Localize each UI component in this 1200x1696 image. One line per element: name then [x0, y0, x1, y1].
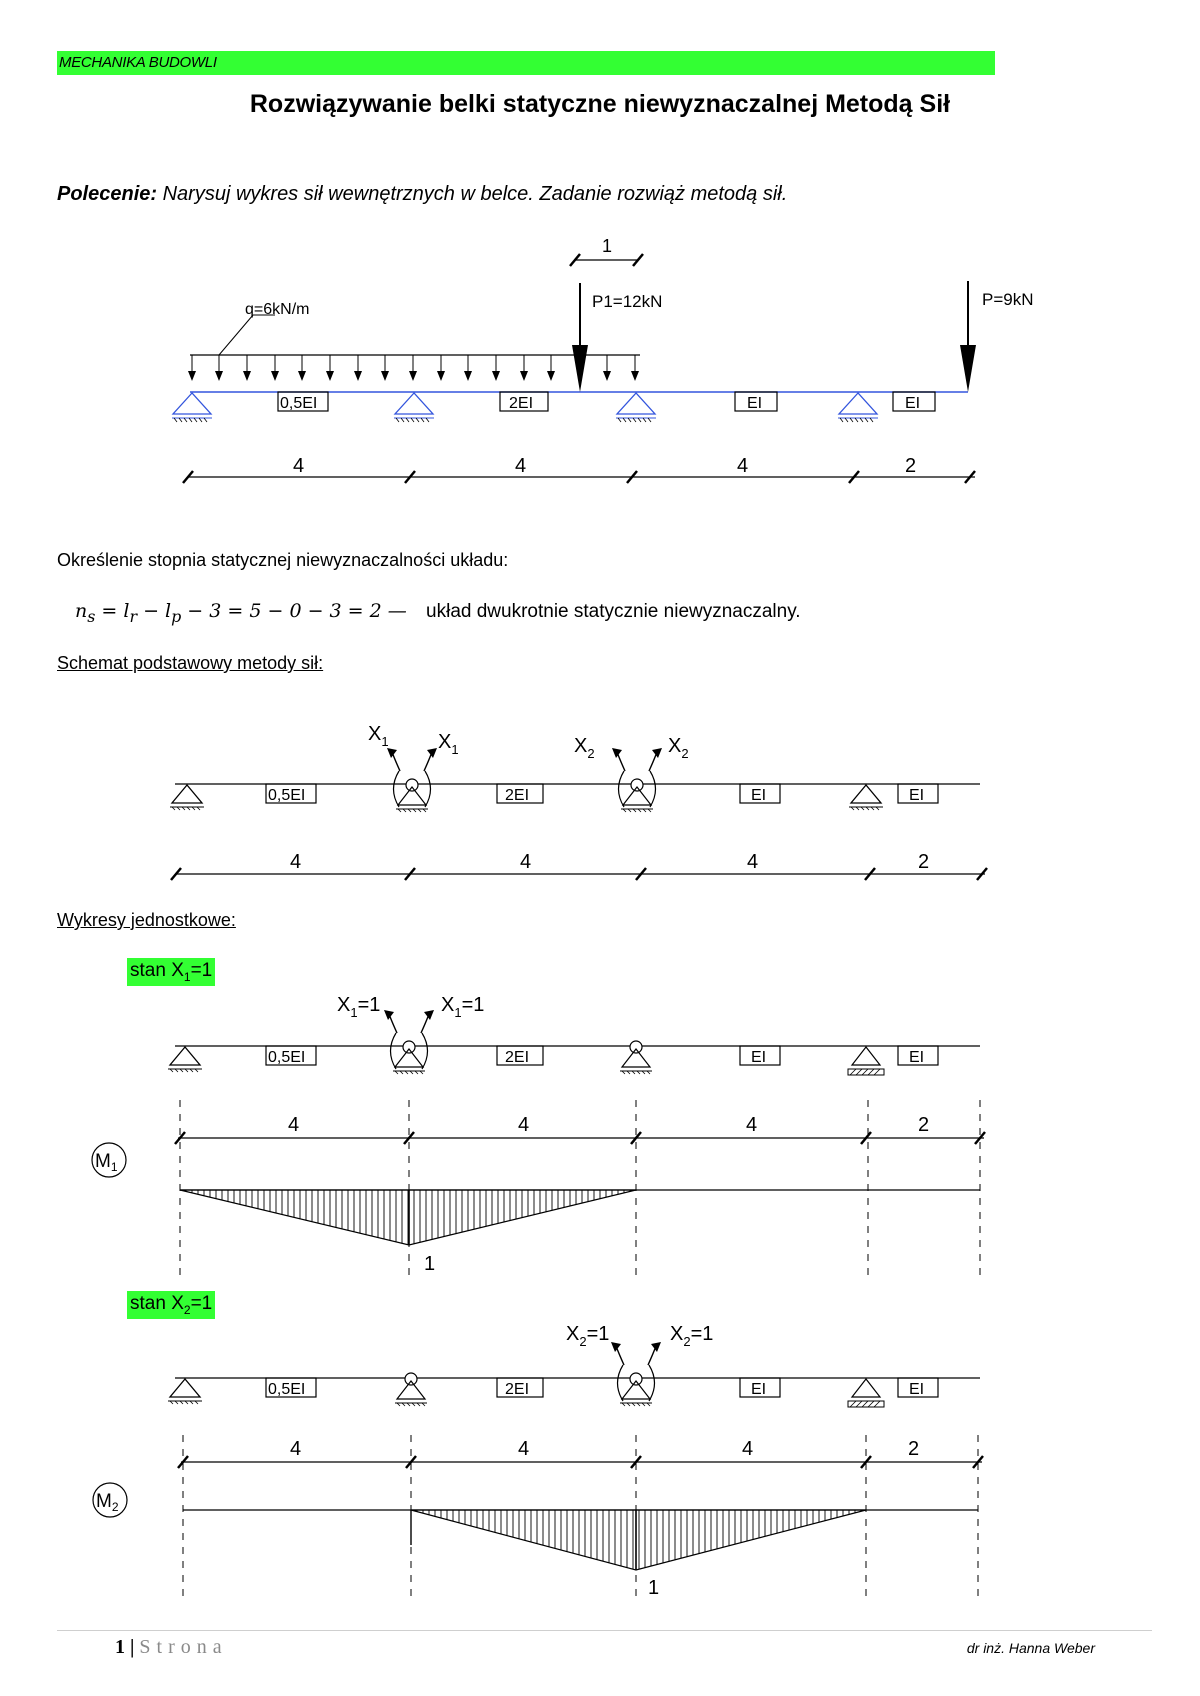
state2-stiff-3: EI — [909, 1381, 925, 1398]
footer-author: dr inż. Hanna Weber — [966, 1640, 1095, 1656]
svg-text:M1: $M_1$ — [95, 1151, 118, 1174]
state1-force-right: $X_1=1$ — [441, 994, 485, 1020]
fig1-stiff-1: 2EI — [509, 395, 534, 412]
state1-stiff-0: 0,5EI — [268, 1049, 306, 1066]
course-name: MECHANIKA BUDOWLI — [59, 54, 217, 71]
state1-moment-symbol — [92, 1143, 126, 1177]
footer-page — [115, 1636, 228, 1659]
fig2-span-3: 2 — [918, 851, 930, 873]
state2-moment-symbol — [93, 1483, 127, 1517]
fig1-q-label: q=6kN/m — [245, 301, 310, 318]
fig1-p1-label: P1=12kN — [592, 292, 663, 311]
state1-label-pre: stan X — [130, 960, 184, 981]
formula-sub-r: r — [129, 606, 138, 626]
state1-force-left: $X_1=1$ — [337, 994, 381, 1020]
state2-guides — [183, 1435, 978, 1600]
fig2-stiff-1: 2EI — [505, 787, 530, 804]
fig1-loaded-beam — [172, 236, 1034, 483]
state1-hinge-1 — [391, 1033, 428, 1074]
state2-stiff-1: 2EI — [505, 1381, 530, 1398]
fig1-support-b — [394, 393, 434, 422]
state1-scheme — [92, 994, 985, 1275]
fig2-stiff-3: EI — [909, 787, 925, 804]
fig2-x2-right: $X_2$ — [668, 735, 689, 761]
fig1-span-3: 2 — [905, 455, 917, 477]
task-text: Narysuj wykres sił wewnętrznych w belce. Zadanie rozwiąż metodą sił. — [162, 183, 788, 205]
page-title: Rozwiązywanie belki statyczne niewyznaczalnej Metodą Sił — [249, 90, 951, 118]
fig2-x1-arrows — [387, 748, 437, 771]
state1-stiff-1: 2EI — [505, 1049, 530, 1066]
state1-label-post: =1 — [190, 960, 213, 981]
section-unit-diagrams: Wykresy jednostkowe: — [57, 910, 236, 930]
state1-span-0: 4 — [288, 1114, 300, 1136]
section-indeterminacy: Określenie stopnia statycznej niewyznaczalności układu: — [57, 550, 509, 570]
state1-support-d — [848, 1047, 884, 1075]
page-number: 1 — [115, 1636, 125, 1658]
fig1-unit-label: 1 — [602, 236, 613, 256]
state1-guides — [180, 1100, 980, 1275]
state2-support-d — [848, 1379, 884, 1407]
state2-label-pre: stan X — [130, 1293, 184, 1314]
state1-peak-label: 1 — [424, 1253, 436, 1275]
fig2-span-0: 4 — [290, 851, 302, 873]
fig2-dimension-line — [171, 851, 987, 880]
fig1-p1-force — [572, 283, 588, 392]
formula-eq: = l — [101, 600, 130, 622]
page-word: Strona — [139, 1636, 228, 1658]
fig1-q-leader — [219, 315, 253, 355]
fig1-stiff-2: EI — [747, 395, 763, 412]
state2-x2-arrows — [611, 1342, 661, 1365]
fig1-support-d — [838, 393, 878, 422]
fig2-hinge-2 — [619, 771, 656, 812]
state2-hinge-2 — [618, 1365, 655, 1406]
fig2-support-a — [170, 785, 204, 810]
fig2-stiffness-labels — [266, 784, 938, 804]
fig2-support-d — [849, 785, 883, 810]
state2-span-3: 2 — [908, 1438, 920, 1460]
state1-stiffness-labels — [266, 1046, 938, 1066]
state2-span-1: 4 — [518, 1438, 530, 1460]
state1-span-2: 4 — [746, 1114, 758, 1136]
page-separator: | — [130, 1636, 135, 1658]
state2-support-a — [168, 1379, 202, 1404]
fig2-stiff-0: 0,5EI — [268, 787, 306, 804]
state1-dimension-line — [175, 1114, 985, 1144]
fig1-span-0: 4 — [293, 455, 305, 477]
state2-moment-diagram — [183, 1510, 978, 1599]
fig1-stiff-3: EI — [905, 395, 921, 412]
formula-n: n — [75, 600, 88, 622]
fig1-dimension-line — [183, 455, 975, 483]
state2-label-post: =1 — [190, 1293, 213, 1314]
state2-force-left: $X_2=1$ — [566, 1323, 610, 1349]
state1-support-a — [168, 1047, 202, 1072]
fig1-support-c — [616, 393, 656, 422]
state2-label-sub: 2 — [183, 1302, 191, 1317]
fig2-x1-left: $X_1$ — [368, 723, 389, 749]
fig2-x1-right: $X_1$ — [438, 731, 459, 757]
section-basic-scheme: Schemat podstawowy metody sił: — [57, 653, 324, 673]
fig1-span-1: 4 — [515, 455, 527, 477]
fig1-distributed-load-arrows — [188, 355, 639, 381]
state2-span-2: 4 — [742, 1438, 754, 1460]
state1-moment-diagram — [180, 1190, 980, 1275]
fig1-p-force — [960, 281, 976, 392]
state2-force-right: $X_2=1$ — [670, 1323, 714, 1349]
fig2-span-2: 4 — [747, 851, 759, 873]
fig2-span-1: 4 — [520, 851, 532, 873]
formula-sub-p: p — [171, 606, 182, 626]
state2-stiff-0: 0,5EI — [268, 1381, 306, 1398]
state2-stiff-2: EI — [751, 1381, 767, 1398]
formula-sub-s: s — [87, 606, 96, 626]
state1-span-1: 4 — [518, 1114, 530, 1136]
formula-result: układ dwukrotnie statycznie niewyznaczalny. — [426, 601, 801, 622]
fig2-x2-arrows — [612, 748, 662, 771]
state1-stiff-2: EI — [751, 1049, 767, 1066]
fig2-x2-left: $X_2$ — [574, 735, 595, 761]
fig1-stiffness-labels — [278, 392, 935, 412]
formula-minus: − l — [137, 600, 172, 622]
state1-span-3: 2 — [918, 1114, 930, 1136]
state2-scheme — [93, 1323, 983, 1600]
footer-divider — [57, 1630, 1152, 1631]
state1-stiff-3: EI — [909, 1049, 925, 1066]
svg-text:M2: $M_2$ — [96, 1491, 119, 1514]
fig1-support-a — [172, 393, 212, 422]
fig1-stiff-0: 0,5EI — [280, 395, 318, 412]
state2-peak-label: 1 — [648, 1577, 660, 1599]
state1-label-sub: 1 — [183, 969, 191, 984]
state2-span-0: 4 — [290, 1438, 302, 1460]
state2-dimension-line — [178, 1438, 983, 1468]
fig2-hinge-1 — [394, 771, 431, 812]
fig1-span-2: 4 — [737, 455, 749, 477]
task-label: Polecenie: — [57, 183, 158, 205]
state1-x1-arrows — [384, 1010, 434, 1033]
fig2-basic-scheme — [170, 723, 987, 880]
fig1-p-label: P=9kN — [982, 290, 1034, 309]
fig2-stiff-2: EI — [751, 787, 767, 804]
formula-rest: − 3 = 5 − 0 − 3 = 2 — — [181, 600, 407, 622]
state2-stiffness-labels — [266, 1378, 938, 1398]
